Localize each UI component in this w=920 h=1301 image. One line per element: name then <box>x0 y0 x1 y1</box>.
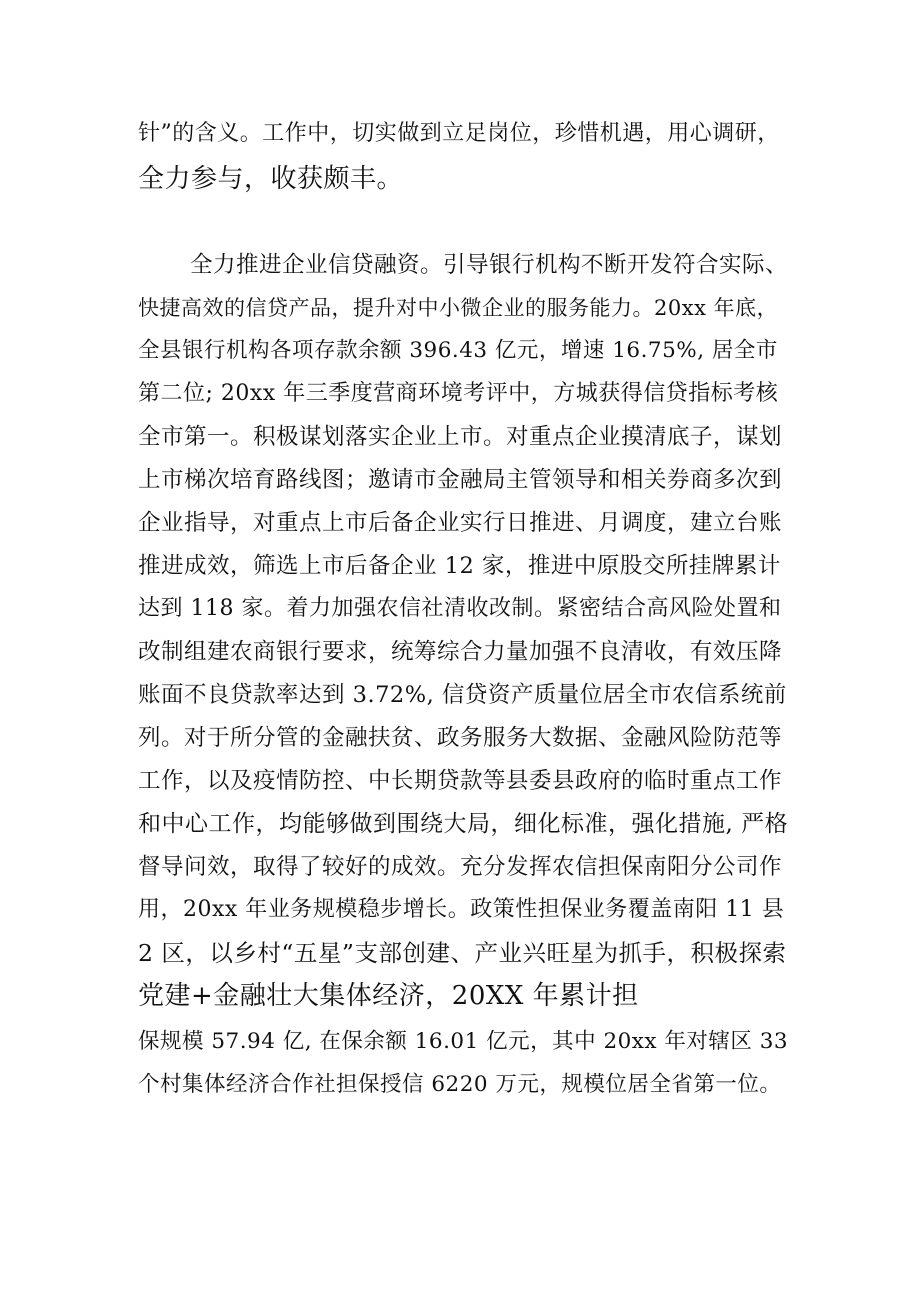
text-line: 督导问效，取得了较好的成效。充分发挥农信担保南阳分公司作 <box>138 854 783 880</box>
paragraph-first-line: 全力推进企业信贷融资。引导银行机构不断开发符合实际、 <box>190 252 789 278</box>
text-line: 工作，以及疫情防控、中长期贷款等县委县政府的临时重点工作 <box>138 768 783 794</box>
text-line: 第二位; 20xx 年三季度营商环境考评中，方城获得信贷指标考核 <box>138 381 779 406</box>
text-line: 快捷高效的信贷产品，提升对中小微企业的服务能力。20xx 年底， <box>138 296 779 320</box>
text-line: 企业指导，对重点上市后备企业实行日推进、月调度，建立台账 <box>138 510 783 536</box>
text-line: 2 区，以乡村“五星”支部创建、产业兴旺星为抓手，积极探索 <box>138 939 787 967</box>
text-line: 全力参与，收获颇丰。 <box>138 164 404 194</box>
text-line: 推进成效，筛选上市后备企业 12 家，推进中原股交所挂牌累计 <box>138 553 781 579</box>
text-line: 全县银行机构各项存款余额 396.43 亿元，增速 16.75%, 居全市 <box>138 338 778 363</box>
text-line: 改制组建农商银行要求，统筹综合力量加强不良清收，有效压降 <box>138 639 783 665</box>
text-line: 党建+金融壮大集体经济，20XX 年累计担 <box>138 981 639 1011</box>
text-line: 账面不良贷款率达到 3.72%, 信贷资产质量位居全市农信系统前 <box>138 682 787 708</box>
text-line: 保规模 57.94 亿, 在保余额 16.01 亿元，其中 20xx 年对辖区 33 <box>138 1029 789 1054</box>
text-line: 用，20xx 年业务规模稳步增长。政策性担保业务覆盖南阳 11 县 <box>138 897 785 922</box>
text-line: 全市第一。积极谋划落实企业上市。对重点企业摸清底子，谋划 <box>138 424 783 450</box>
text-line: 和中心工作，均能够做到围绕大局，细化标准，强化措施, 严格 <box>138 811 789 837</box>
text-line: 列。对于所分管的金融扶贫、政务服务大数据、金融风险防范等 <box>138 725 783 751</box>
text-line: 达到 118 家。着力加强农信社清收改制。紧密结合高风险处置和 <box>138 596 782 621</box>
text-line: 针”的含义。工作中，切实做到立足岗位，珍惜机遇，用心调研， <box>138 121 780 146</box>
text-line: 个村集体经济合作社担保授信 6220 万元，规模位居全省第一位。 <box>138 1072 782 1097</box>
text-line: 上市梯次培育路线图；邀请市金融局主管领导和相关券商多次到 <box>138 467 783 493</box>
